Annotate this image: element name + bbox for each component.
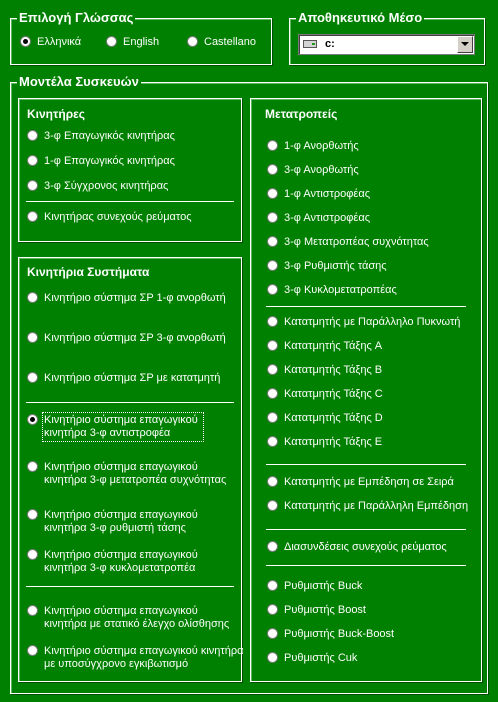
- chevron-down-icon: [461, 42, 469, 47]
- radio-button[interactable]: [267, 388, 278, 399]
- radio-button[interactable]: [27, 372, 38, 383]
- converter-option[interactable]: [267, 652, 357, 665]
- radio-label: 1-φ Επαγωγικός κινητήρας: [44, 155, 175, 167]
- radio-label: 3-φ Ανορθωτής: [284, 164, 359, 176]
- motor-option[interactable]: [27, 130, 175, 143]
- radio-label: Κατατμητής Τάξης A: [284, 340, 383, 352]
- radio-button[interactable]: [267, 340, 278, 351]
- radio-label: Κινητήριο σύστημα ΣΡ 3-φ ανορθωτή: [44, 332, 226, 344]
- radio-label: Ελληνικά: [37, 36, 82, 48]
- drive-system-option[interactable]: [27, 549, 204, 575]
- drive-system-option[interactable]: [27, 645, 244, 671]
- drive-system-option[interactable]: [27, 509, 204, 535]
- converter-option[interactable]: [267, 260, 387, 273]
- radio-button[interactable]: [27, 130, 38, 141]
- radio-button[interactable]: [106, 36, 117, 47]
- radio-label: Κατατμητής Τάξης D: [284, 412, 383, 424]
- radio-button[interactable]: [27, 180, 38, 191]
- converter-option[interactable]: [267, 580, 362, 593]
- radio-button[interactable]: [267, 212, 278, 223]
- drive-systems-title: Κινητήρια Συστήματα: [27, 265, 150, 279]
- language-option-greek[interactable]: [20, 36, 81, 49]
- converter-option[interactable]: [267, 212, 370, 225]
- drive-system-option[interactable]: [27, 372, 220, 385]
- divider: [266, 529, 466, 530]
- radio-label: 3-φ Αντιστροφέας: [284, 212, 370, 224]
- drive-system-option[interactable]: [27, 414, 202, 440]
- radio-label: Κατατμητής με Παράλληλο Πυκνωτή: [284, 316, 461, 328]
- radio-label: 3-φ Κυκλομετατροπέας: [284, 284, 397, 296]
- drive-system-option[interactable]: [27, 332, 226, 345]
- radio-label: Κατατμητής Τάξης E: [284, 436, 383, 448]
- converter-option[interactable]: [267, 284, 397, 297]
- converter-option[interactable]: [267, 236, 429, 249]
- dropdown-button[interactable]: [457, 36, 473, 53]
- divider: [266, 464, 466, 465]
- language-option-castellano[interactable]: [187, 36, 256, 49]
- radio-button[interactable]: [27, 645, 38, 656]
- radio-button[interactable]: [267, 316, 278, 327]
- divider: [26, 201, 234, 202]
- converters-title: Μετατροπείς: [265, 107, 338, 121]
- radio-label: Διασυνδέσεις συνεχούς ρεύματος: [284, 541, 447, 553]
- converter-option[interactable]: [267, 164, 359, 177]
- converter-option[interactable]: [267, 412, 383, 425]
- radio-button[interactable]: [267, 364, 278, 375]
- radio-button[interactable]: [267, 164, 278, 175]
- storage-selected-value: c:: [325, 38, 335, 50]
- radio-label: Ρυθμιστής Boost: [284, 604, 366, 616]
- converter-option[interactable]: [267, 388, 383, 401]
- radio-button[interactable]: [27, 332, 38, 343]
- converter-option[interactable]: [267, 188, 370, 201]
- radio-label: 1-φ Αντιστροφέας: [284, 188, 370, 200]
- radio-button[interactable]: [27, 605, 38, 616]
- radio-label: Κινητήριο σύστημα επαγωγικού κινητήρα 3-φ αντιστροφέα: [44, 414, 202, 440]
- storage-drive-select[interactable]: [298, 34, 475, 55]
- radio-label: Κατατμητής με Παράλληλη Εμπέδηση: [284, 500, 469, 512]
- radio-button[interactable]: [267, 628, 278, 639]
- converter-option[interactable]: [267, 340, 382, 353]
- radio-button[interactable]: [267, 436, 278, 447]
- motor-option[interactable]: [27, 155, 175, 168]
- converter-option[interactable]: [267, 316, 460, 329]
- motor-option[interactable]: [27, 180, 168, 193]
- radio-label: Castellano: [204, 36, 256, 48]
- radio-button[interactable]: [267, 652, 278, 663]
- divider: [266, 565, 466, 566]
- radio-button[interactable]: [27, 461, 38, 472]
- converter-option[interactable]: [267, 541, 447, 554]
- radio-button[interactable]: [267, 188, 278, 199]
- converter-option[interactable]: [267, 436, 382, 449]
- divider: [266, 306, 466, 307]
- radio-button[interactable]: [27, 211, 38, 222]
- models-group-title: Μοντέλα Συσκευών: [19, 74, 139, 89]
- radio-label: Κατατμητής Τάξης B: [284, 364, 383, 376]
- radio-button[interactable]: [27, 292, 38, 303]
- radio-label: Κατατμητής με Εμπέδηση σε Σειρά: [284, 476, 454, 488]
- radio-label: 3-φ Ρυθμιστής τάσης: [284, 260, 387, 272]
- radio-button[interactable]: [27, 549, 38, 560]
- drive-icon: [303, 40, 317, 48]
- converter-option[interactable]: [267, 604, 366, 617]
- radio-label: Κινητήριο σύστημα επαγωγικού κινητήρα 3-φ μετατροπέα συχνότητας: [44, 461, 227, 486]
- drive-system-option[interactable]: [27, 292, 226, 305]
- radio-label: Ρυθμιστής Cuk: [284, 652, 358, 664]
- converter-option[interactable]: [267, 500, 468, 513]
- language-group-title: Επιλογή Γλώσσας: [19, 10, 134, 25]
- radio-button[interactable]: [267, 476, 278, 487]
- radio-button[interactable]: [267, 580, 278, 591]
- radio-label: Ρυθμιστής Buck-Boost: [284, 628, 395, 640]
- radio-button[interactable]: [267, 284, 278, 295]
- radio-button[interactable]: [27, 414, 38, 425]
- converter-option[interactable]: [267, 140, 359, 153]
- radio-button[interactable]: [267, 236, 278, 247]
- radio-label: 3-φ Μετατροπέας συχνότητας: [284, 236, 429, 248]
- radio-button[interactable]: [27, 155, 38, 166]
- radio-label: Κινητήριο σύστημα επαγωγικού κινητήρα με στατικό έλεγχο ολίσθησης: [44, 605, 230, 630]
- motors-title: Κινητήρες: [27, 107, 86, 121]
- radio-label: 3-φ Επαγωγικός κινητήρας: [44, 130, 175, 142]
- drive-system-option[interactable]: [27, 605, 239, 631]
- radio-label: 1-φ Ανορθωτής: [284, 140, 359, 152]
- radio-button[interactable]: [267, 140, 278, 151]
- radio-label: Κινητήριο σύστημα επαγωγικού κινητήρα με υποσύγχρονο εγκιβωτισμό: [44, 645, 244, 670]
- radio-label: Κινητήριο σύστημα επαγωγικού κινητήρα 3-φ κυκλομετατροπέα: [44, 549, 198, 574]
- storage-group-title: Αποθηκευτικό Μέσο: [298, 10, 423, 25]
- radio-label: Κινητήρας συνεχούς ρεύματος: [44, 211, 192, 223]
- converter-option[interactable]: [267, 364, 382, 377]
- motor-option[interactable]: [27, 211, 192, 224]
- radio-label: Κατατμητής Τάξης C: [284, 388, 383, 400]
- converter-option[interactable]: [267, 628, 394, 641]
- radio-button[interactable]: [267, 260, 278, 271]
- radio-button[interactable]: [267, 500, 278, 511]
- drive-system-option[interactable]: [27, 461, 239, 487]
- radio-label: Κινητήριο σύστημα ΣΡ 1-φ ανορθωτή: [44, 292, 226, 304]
- radio-button[interactable]: [27, 509, 38, 520]
- language-option-english[interactable]: [106, 36, 159, 49]
- radio-label: Ρυθμιστής Buck: [284, 580, 363, 592]
- converter-option[interactable]: [267, 476, 454, 489]
- radio-label: 3-φ Σύγχρονος κινητήρας: [44, 180, 169, 192]
- radio-button[interactable]: [187, 36, 198, 47]
- radio-label: Κινητήριο σύστημα επαγωγικού κινητήρα 3-φ ρυθμιστή τάσης: [44, 509, 198, 534]
- radio-label: Κινητήριο σύστημα ΣΡ με κατατμητή: [44, 372, 221, 384]
- radio-button[interactable]: [267, 541, 278, 552]
- radio-label: English: [123, 36, 160, 48]
- radio-button[interactable]: [267, 412, 278, 423]
- divider: [26, 586, 234, 587]
- radio-button[interactable]: [267, 604, 278, 615]
- radio-button[interactable]: [20, 36, 31, 47]
- divider: [26, 402, 234, 403]
